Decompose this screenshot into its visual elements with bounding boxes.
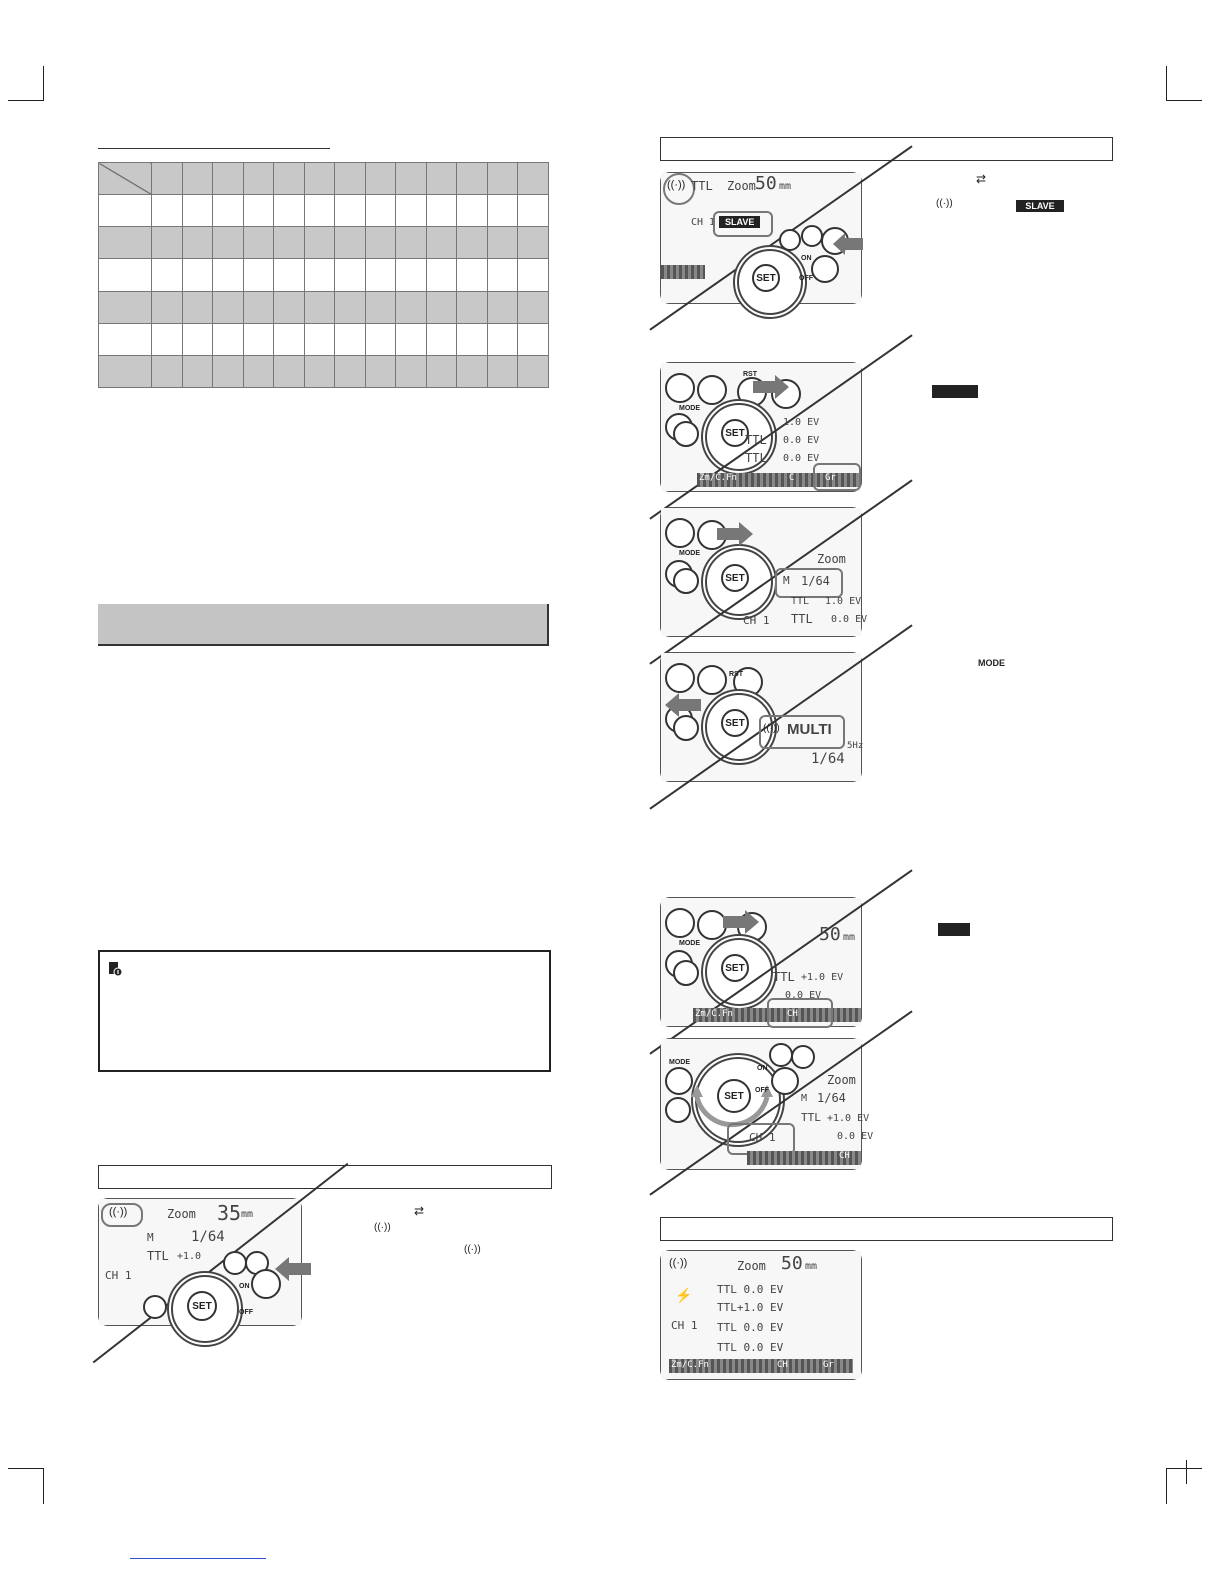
press-arrow-icon	[723, 910, 759, 934]
zoom-label: Zoom	[167, 1207, 196, 1221]
off-label: OFF	[799, 275, 813, 282]
on-label: ON	[801, 255, 812, 262]
section-header-box	[660, 1217, 1113, 1241]
set-button[interactable]: SET	[752, 264, 780, 292]
wireless-icon: ((·))	[763, 723, 780, 734]
rst-label: RST	[743, 371, 757, 378]
channel-label: CH 1	[749, 1131, 776, 1144]
ttl-label: TTL	[147, 1249, 169, 1263]
ev-value: 1.0 EV	[783, 417, 820, 428]
group-label: Gr	[825, 473, 836, 483]
function-button[interactable]	[665, 663, 695, 693]
zoom-unit: mm	[241, 1209, 254, 1220]
ev-value: +1.0 EV	[801, 972, 844, 983]
set-button[interactable]: SET	[717, 1079, 751, 1113]
wireless-switch-icon: ⇄	[414, 1204, 425, 1218]
function-bar-label: Zm/C.Fn	[695, 1009, 733, 1019]
ttl-label: TTL	[791, 612, 813, 626]
function-button[interactable]	[673, 715, 699, 741]
crop-mark	[8, 100, 44, 101]
mode-label: MODE	[679, 405, 700, 412]
channel-label: CH 1	[105, 1269, 132, 1282]
ratio: 1/64	[801, 574, 830, 588]
function-button[interactable]	[665, 518, 695, 548]
crop-mark	[1186, 1460, 1187, 1484]
crop-mark	[43, 66, 44, 101]
wireless-icon: ((·))	[667, 179, 686, 191]
flash-panel-slave	[660, 172, 862, 304]
flash-panel-channel	[660, 897, 862, 1027]
zoom-label: Zoom	[727, 179, 756, 193]
ev-value: 1.0 EV	[825, 596, 862, 607]
flash-panel-multi	[660, 652, 862, 782]
press-arrow-icon	[833, 233, 863, 255]
highlight-ring	[767, 998, 833, 1028]
function-button[interactable]	[673, 568, 699, 594]
table-corner-cell	[99, 163, 152, 195]
function-button[interactable]	[665, 908, 695, 938]
ev-value: 0.0 EV	[785, 990, 822, 1001]
zoom-value: 50	[755, 173, 777, 194]
mode-m: M	[801, 1093, 808, 1104]
ttl-label: TTL	[791, 596, 810, 607]
table-row	[99, 163, 549, 195]
slave-badge: SLAVE	[719, 216, 760, 228]
ev-value: 0.0 EV	[783, 435, 820, 446]
table-row	[99, 323, 549, 355]
function-bar-label: Zm/C.Fn	[671, 1360, 709, 1370]
zoom-value: 35	[217, 1201, 242, 1225]
flash-panel-left	[98, 1198, 302, 1326]
zoom-value: 50	[781, 1253, 803, 1274]
ev-value: 0.0 EV	[837, 1131, 874, 1142]
multi-label: MULTI	[787, 721, 832, 738]
ratio: 1/64	[811, 751, 845, 767]
press-arrow-icon	[275, 1257, 311, 1281]
table-row	[99, 291, 549, 323]
section-rule	[98, 148, 330, 149]
section-banner	[98, 604, 549, 646]
ttl-label: TTL	[745, 433, 767, 447]
function-button[interactable]	[801, 225, 823, 247]
ev-value: +1.0 EV	[827, 1113, 870, 1124]
zoom-unit: mm	[805, 1261, 818, 1272]
group-row: TTL 0.0 EV	[717, 1283, 784, 1296]
channel-tab: CH	[787, 1009, 798, 1019]
note-icon	[108, 962, 122, 976]
note-box	[98, 950, 551, 1072]
function-bar-c: C	[789, 473, 795, 483]
on-label: ON	[757, 1065, 768, 1072]
rst-label: RST	[729, 671, 743, 678]
crop-mark	[8, 1468, 44, 1469]
wireless-icon: ((·))	[109, 1206, 128, 1218]
set-button[interactable]: SET	[721, 564, 749, 592]
channel-label: CH 1	[743, 614, 770, 627]
function-button[interactable]	[143, 1295, 167, 1319]
zoom-unit: mm	[779, 181, 792, 192]
flash-panel-result	[660, 1250, 862, 1380]
set-button[interactable]: SET	[187, 1291, 217, 1321]
group-row: TTL 0.0 EV	[717, 1341, 784, 1354]
spec-table	[98, 162, 549, 388]
crop-mark	[43, 1468, 44, 1504]
group-row: TTL 0.0 EV	[717, 1321, 784, 1334]
mode-m: M	[783, 574, 790, 587]
ratio: 1/64	[191, 1229, 225, 1245]
function-button[interactable]	[791, 1045, 815, 1069]
function-button[interactable]	[665, 373, 695, 403]
function-button[interactable]	[673, 960, 699, 986]
function-button[interactable]	[697, 665, 727, 695]
zoom-value: 50	[819, 924, 841, 945]
ratio: 1/64	[817, 1091, 846, 1105]
flash-head-icon: ⚡	[675, 1287, 693, 1303]
table-row	[99, 355, 549, 387]
channel-label: CH 1	[671, 1319, 698, 1332]
ttl-label: TTL	[691, 179, 713, 193]
function-bar-label: Zm/C.Fn	[699, 473, 737, 483]
zoom-unit: mm	[843, 932, 856, 943]
table-row	[99, 259, 549, 291]
crop-mark	[1166, 1468, 1202, 1469]
function-button[interactable]	[779, 229, 801, 251]
ttl-label: TTL	[773, 970, 795, 984]
label-badge	[938, 923, 970, 936]
channel-tab: CH	[777, 1360, 788, 1370]
on-label: ON	[239, 1283, 250, 1290]
ttl-label: TTL	[801, 1111, 821, 1124]
frequency: 5Hz	[847, 741, 864, 751]
wireless-icon: ((·))	[464, 1244, 481, 1255]
press-arrow-icon	[753, 375, 789, 399]
mode-text: MODE	[978, 658, 1005, 668]
section-header-box	[660, 137, 1113, 161]
channel-tab: CH	[839, 1151, 850, 1161]
mode-label: MODE	[679, 940, 700, 947]
crop-mark	[1166, 100, 1202, 101]
crop-mark	[1166, 1468, 1167, 1504]
ttl-label: TTL	[745, 451, 767, 465]
power-switch[interactable]	[811, 255, 839, 283]
wireless-icon: ((·))	[374, 1222, 391, 1233]
off-label: OFF	[239, 1309, 253, 1316]
group-tab: Gr	[823, 1360, 834, 1370]
set-button[interactable]: SET	[721, 419, 749, 447]
zoom-label: Zoom	[817, 552, 846, 566]
section-header-box	[98, 1165, 552, 1189]
off-label: OFF	[755, 1087, 769, 1094]
table-row	[99, 227, 549, 259]
table-row	[99, 195, 549, 227]
wireless-icon: ((·))	[669, 1257, 688, 1269]
zoom-label: Zoom	[737, 1259, 766, 1273]
crop-mark	[1166, 66, 1167, 101]
highlight-ring	[813, 463, 861, 491]
zoom-label: Zoom	[827, 1073, 856, 1087]
function-bar	[661, 265, 705, 279]
press-arrow-icon	[665, 693, 701, 717]
ev-value: 0.0 EV	[783, 453, 820, 464]
press-arrow-icon	[717, 522, 753, 546]
channel-label: CH 1	[691, 217, 716, 228]
flash-panel-group	[660, 362, 862, 492]
label-badge	[932, 385, 978, 398]
slave-badge-text: SLAVE	[1016, 200, 1064, 212]
function-button[interactable]	[223, 1251, 247, 1275]
function-button[interactable]	[697, 375, 727, 405]
page-link-line	[130, 1558, 266, 1559]
set-button[interactable]: SET	[721, 709, 749, 737]
wireless-switch-icon: ⇄	[976, 172, 987, 186]
mode-label: MODE	[679, 550, 700, 557]
function-button[interactable]	[673, 421, 699, 447]
wireless-icon: ((·))	[936, 198, 953, 209]
mode-label: MODE	[669, 1059, 690, 1066]
mode-m: M	[147, 1231, 154, 1244]
ev-value: +1.0	[177, 1251, 202, 1262]
group-row: TTL+1.0 EV	[717, 1301, 784, 1314]
flash-panel-group-mode	[660, 507, 868, 637]
flash-panel-channel-dial	[660, 1038, 874, 1170]
set-button[interactable]: SET	[721, 954, 749, 982]
ev-value: 0.0 EV	[831, 614, 868, 625]
